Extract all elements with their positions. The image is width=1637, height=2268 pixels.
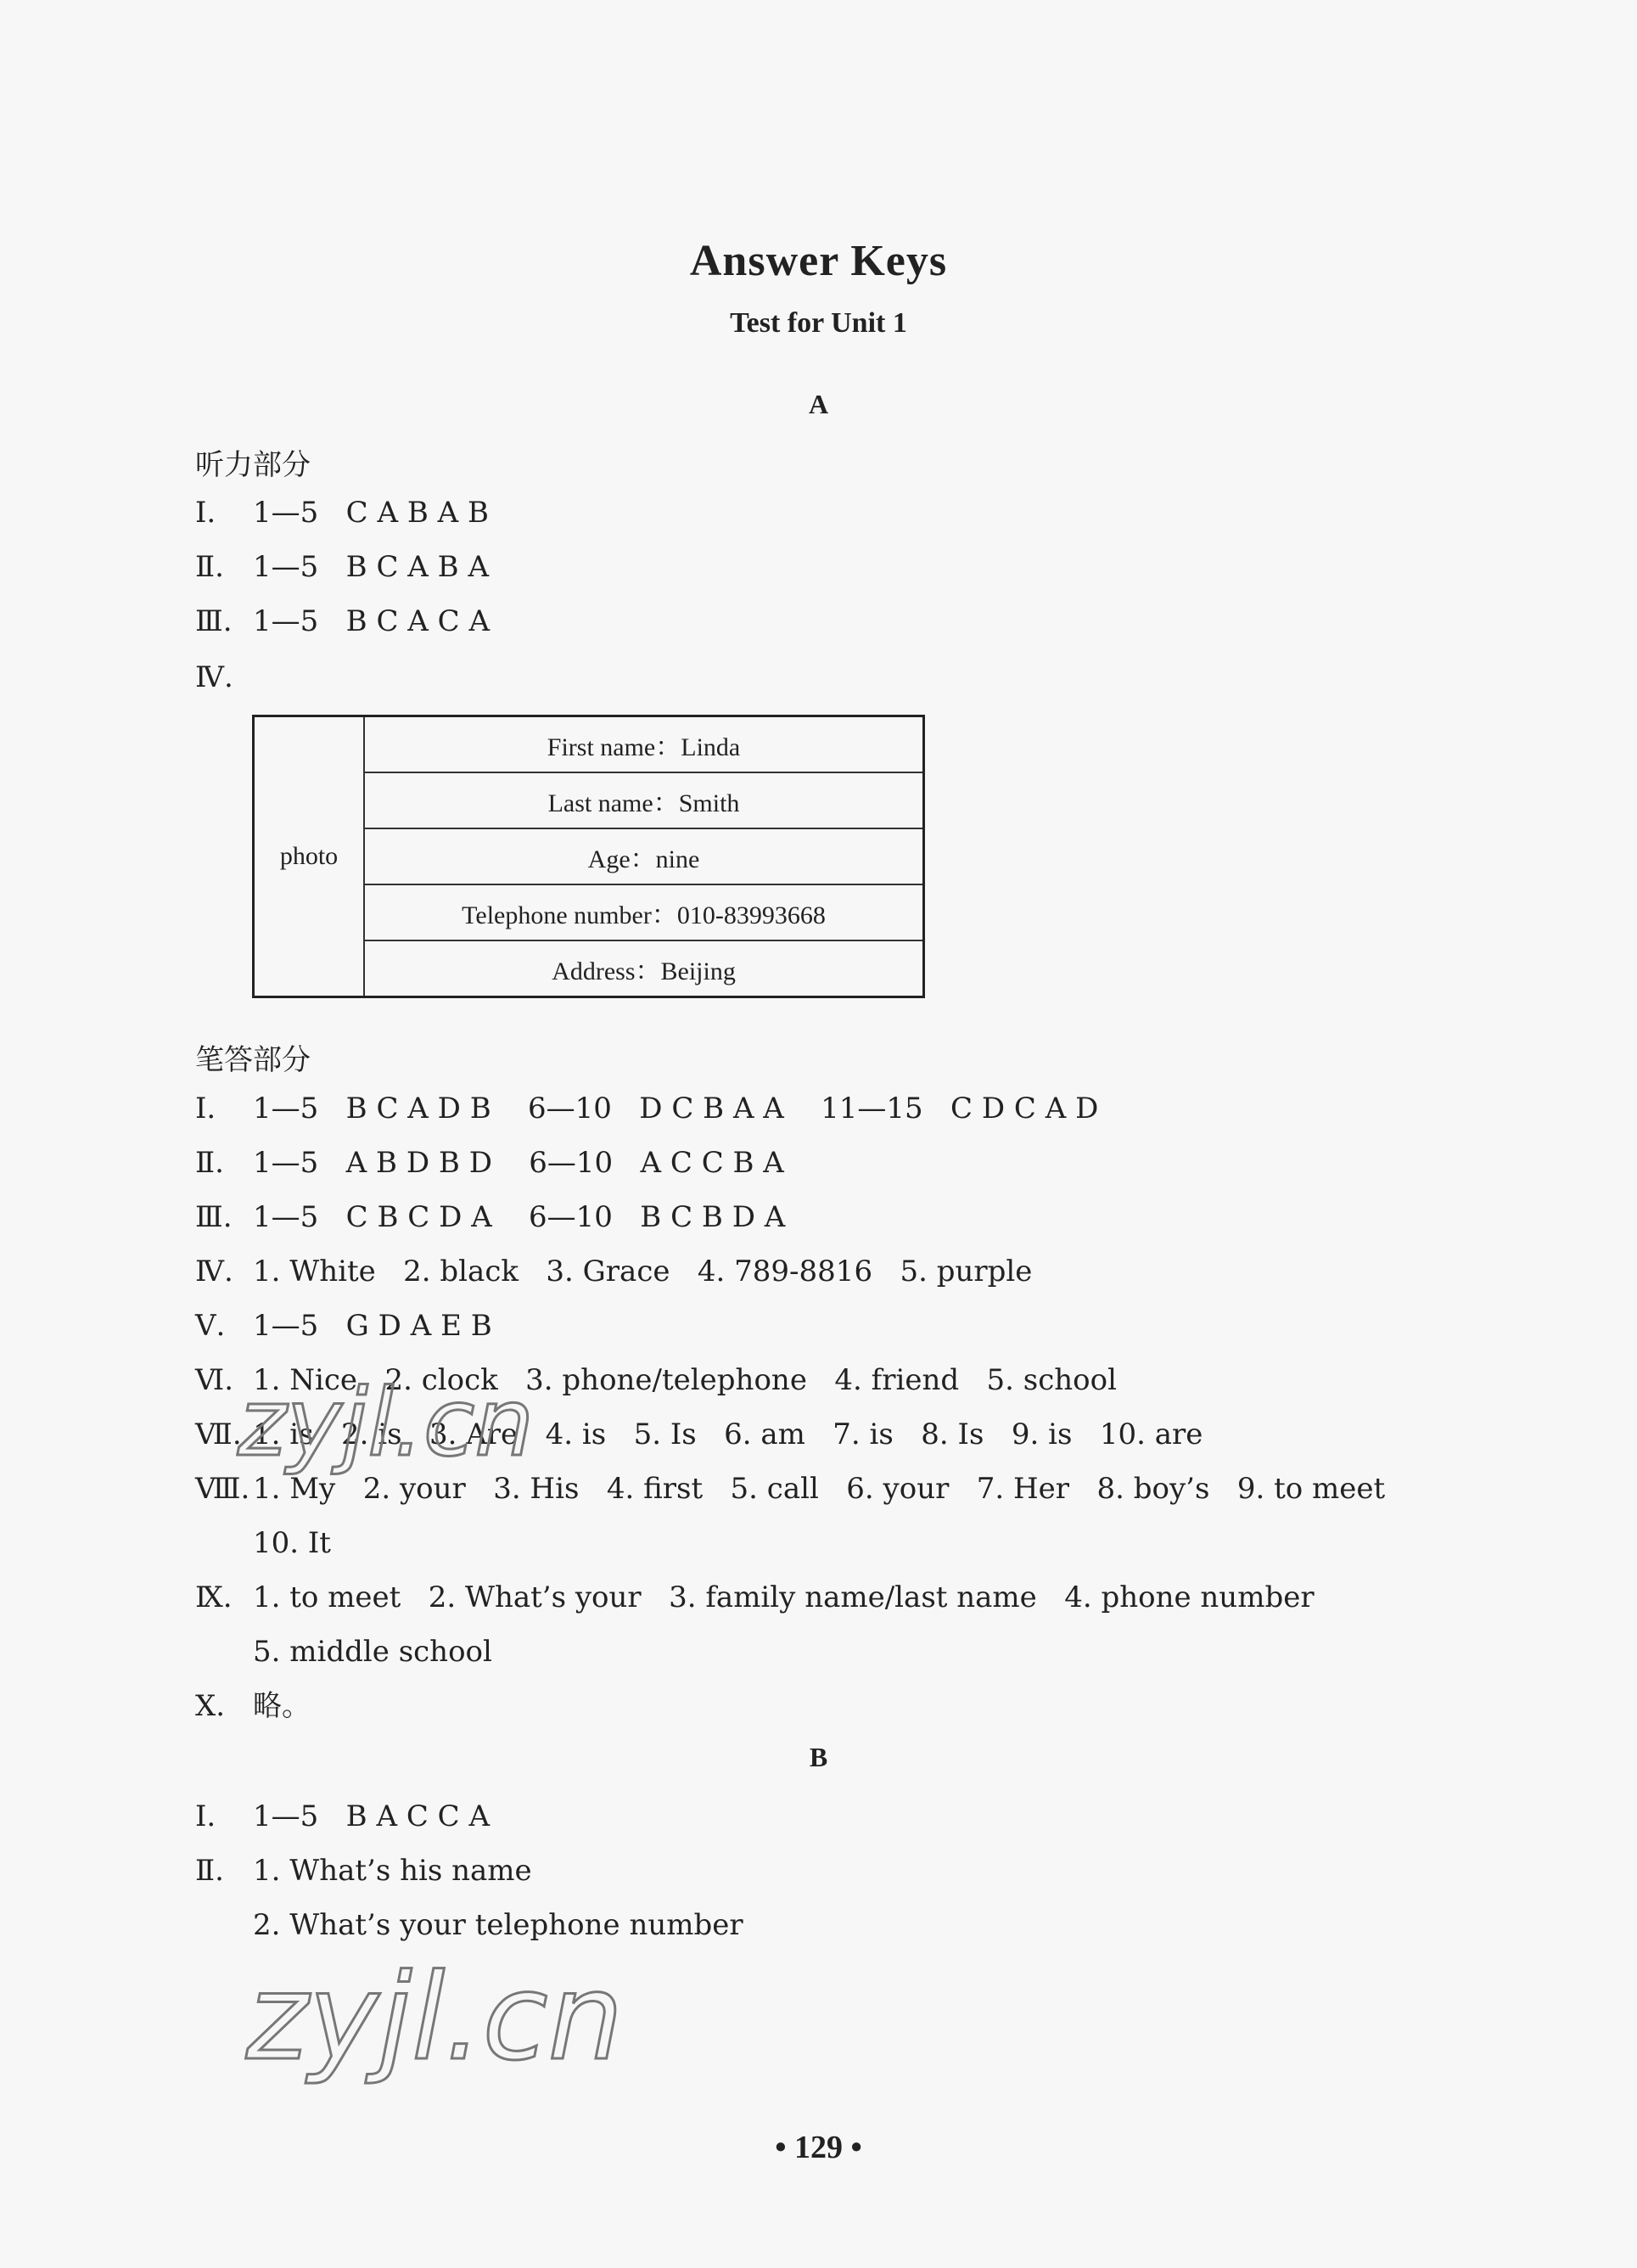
- answer-line: Ⅰ. 1—5 B C A D B 6—10 D C B A A 11—15 C D C A D: [195, 1092, 1099, 1126]
- info-cell: Last name：Smith: [364, 772, 924, 828]
- info-cell: Address：Beijing: [364, 940, 924, 997]
- answer-line: Ⅲ. 1—5 C B C D A 6—10 B C B D A: [195, 1200, 786, 1234]
- part-b-label: B: [809, 1742, 828, 1772]
- subtitle: Test for Unit 1: [730, 307, 907, 339]
- page-title: Answer Keys: [689, 237, 948, 285]
- info-card-table: [252, 715, 925, 998]
- answer-line: Ⅰ. 1—5 B A C C A: [195, 1799, 491, 1833]
- answer-line-continued: 2. What’s your telephone number: [253, 1908, 743, 1942]
- answer-line: Ⅱ. 1—5 A B D B D 6—10 A C C B A: [195, 1146, 784, 1180]
- answer-line-continued: 10. It: [253, 1526, 331, 1560]
- answer-line-continued: 5. middle school: [253, 1635, 492, 1669]
- answer-line: Ⅰ. 1—5 C A B A B: [195, 496, 490, 530]
- answer-line: Ⅸ. 1. to meet 2. What’s your 3. family name/last name 4. phone number: [195, 1580, 1315, 1614]
- answer-line: Ⅹ. 略。: [195, 1689, 311, 1723]
- answer-line: Ⅳ.: [195, 660, 233, 694]
- answer-line: Ⅶ. 1. is 2. is 3. Are 4. is 5. Is 6. am 7. is 8. Is 9. is 10. are: [195, 1418, 1203, 1451]
- page-number: • 129 •: [775, 2130, 862, 2165]
- part-a-label: A: [808, 389, 829, 419]
- writing-heading: 笔答部分: [195, 1043, 311, 1077]
- answer-line: Ⅴ. 1—5 G D A E B: [195, 1309, 492, 1343]
- info-cell: Telephone number：010-83993668: [364, 884, 924, 940]
- watermark-logo: zyjl.cn: [238, 1368, 535, 1477]
- photo-cell: photo: [254, 716, 365, 997]
- answer-line: Ⅳ. 1. White 2. black 3. Grace 4. 789-8816 5. purple: [195, 1255, 1033, 1288]
- answer-line: Ⅲ. 1—5 B C A C A: [195, 604, 491, 638]
- info-cell: Age：nine: [364, 828, 924, 884]
- answer-line: Ⅷ. 1. My 2. your 3. His 4. first 5. call 6. your 7. Her 8. boy’s 9. to meet: [195, 1472, 1386, 1506]
- listening-heading: 听力部分: [195, 448, 311, 482]
- answer-line: Ⅱ. 1. What’s his name: [195, 1854, 532, 1888]
- answer-line: Ⅱ. 1—5 B C A B A: [195, 550, 490, 584]
- watermark-logo: zyjl.cn: [246, 1949, 624, 2087]
- answer-line: Ⅵ. 1. Nice 2. clock 3. phone/telephone 4. friend 5. school: [195, 1363, 1117, 1397]
- info-cell: First name：Linda: [364, 716, 924, 773]
